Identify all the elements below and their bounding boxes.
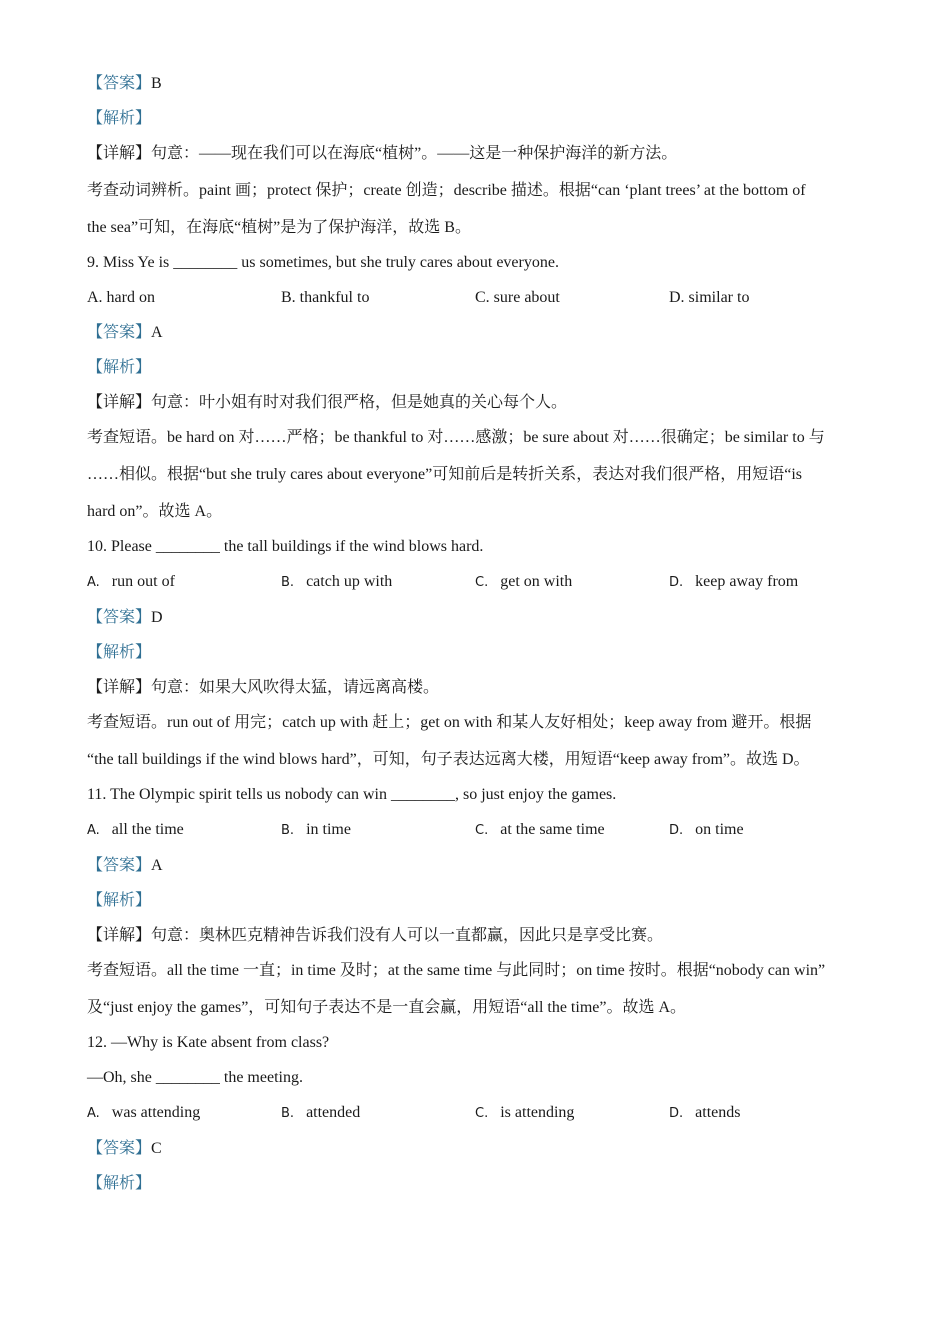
q12-answer: C (151, 1140, 162, 1157)
q8-detail: 句意：——现在我们可以在海底“植树”。——这是一种保护海洋的新方法。 (151, 145, 678, 162)
q10-analysis-tag: 【解析】 (87, 644, 152, 661)
q9-answer-line: 【答案】A (87, 324, 163, 341)
q11-answer: A (151, 857, 163, 874)
q10-answer: D (151, 609, 163, 626)
q12-stem-1: 12. —Why is Kate absent from class? (87, 1034, 330, 1051)
q11-answer-line: 【答案】A (87, 857, 163, 874)
q9-analysis-tag: 【解析】 (87, 359, 152, 376)
q12-option-b: B. attended (281, 1104, 361, 1121)
q8-answer: B (151, 75, 162, 92)
detail-tag: 【详解】 (87, 145, 152, 162)
q9-option-b: B. thankful to (281, 289, 370, 306)
q11-explain-1: 考查短语。all the time 一直；in time 及时；at the same time 与此同时；on time 按时。根据“nobody can win” (87, 962, 826, 979)
q11-detail-line: 【详解】句意：奥林匹克精神告诉我们没有人可以一直都赢，因此只是享受比赛。 (87, 927, 664, 944)
q9-detail: 句意：叶小姐有时对我们很严格，但是她真的关心每个人。 (151, 394, 568, 411)
q9-explain-1: 考查短语。be hard on 对……严格；be thankful to 对……感激；be sure about 对……很确定；be similar to 与 (87, 429, 825, 446)
q11-options (87, 820, 867, 841)
q10-explain-1: 考查短语。run out of 用完；catch up with 赶上；get on with 和某人友好相处；keep away from 避开。根据 (87, 714, 812, 731)
q12-answer-line: 【答案】C (87, 1140, 162, 1157)
q11-option-c: C. at the same time (475, 821, 605, 838)
q11-stem: 11. The Olympic spirit tells us nobody can win ________, so just enjoy the games. (87, 786, 617, 803)
q10-options (87, 572, 867, 593)
q8-explain-2: the sea”可知，在海底“植树”是为了保护海洋，故选 B。 (87, 219, 471, 236)
q12-options (87, 1103, 867, 1124)
document-page (87, 74, 867, 1194)
q8-analysis-tag: 【解析】 (87, 110, 152, 127)
q10-detail: 句意：如果大风吹得太猛，请远离高楼。 (151, 679, 440, 696)
q12-stem-2: —Oh, she ________ the meeting. (87, 1069, 303, 1086)
q9-detail-line: 【详解】句意：叶小姐有时对我们很严格，但是她真的关心每个人。 (87, 394, 568, 411)
q10-option-c: C. get on with (475, 573, 573, 590)
q9-explain-3: hard on”。故选 A。 (87, 503, 223, 520)
q9-option-d: D. similar to (669, 289, 750, 306)
q11-analysis-tag: 【解析】 (87, 892, 152, 909)
q12-option-a: A. was attending (87, 1104, 201, 1121)
q12-analysis-tag: 【解析】 (87, 1175, 152, 1192)
q9-stem: 9. Miss Ye is ________ us sometimes, but she truly cares about everyone. (87, 254, 559, 271)
q12-option-d: D. attends (669, 1104, 741, 1121)
answer-tag: 【答案】 (87, 75, 152, 92)
q9-explain-2: ……相似。根据“but she truly cares about everyone”可知前后是转折关系，表达对我们很严格，用短语“is (87, 466, 803, 483)
q11-option-b: B. in time (281, 821, 351, 838)
q10-answer-line: 【答案】D (87, 609, 163, 626)
q12-option-c: C. is attending (475, 1104, 575, 1121)
q10-option-a: A. run out of (87, 573, 175, 590)
q9-option-a: A. hard on (87, 289, 155, 306)
q11-detail: 句意：奥林匹克精神告诉我们没有人可以一直都赢，因此只是享受比赛。 (151, 927, 664, 944)
q10-option-d: D. keep away from (669, 573, 799, 590)
q10-stem: 10. Please ________ the tall buildings if the wind blows hard. (87, 538, 484, 555)
q11-explain-2: 及“just enjoy the games”，可知句子表达不是一直会赢，用短语“all the time”。故选 A。 (87, 999, 687, 1016)
q8-detail-line (87, 144, 867, 164)
q8-explain-1: 考查动词辨析。paint 画；protect 保护；create 创造；describe 描述。根据“can ‘plant trees’ at the bottom of (87, 182, 806, 199)
q11-option-a: A. all the time (87, 821, 184, 838)
q9-option-c: C. sure about (475, 289, 560, 306)
q9-options (87, 288, 867, 308)
q10-detail-line: 【详解】句意：如果大风吹得太猛，请远离高楼。 (87, 679, 440, 696)
q10-explain-2: “the tall buildings if the wind blows hard”，可知，句子表达远离大楼，用短语“keep away from”。故选 D。 (87, 751, 810, 768)
q8-answer-line (87, 74, 867, 94)
q10-option-b: B. catch up with (281, 573, 393, 590)
q11-option-d: D. on time (669, 821, 744, 838)
q9-answer: A (151, 324, 163, 341)
